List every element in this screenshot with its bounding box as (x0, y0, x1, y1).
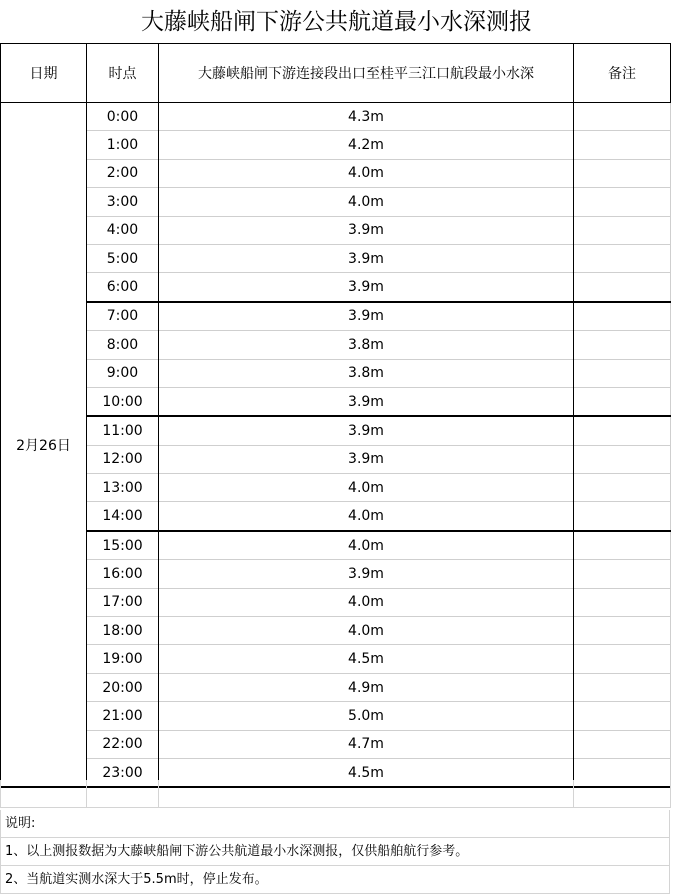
header-date: 日期 (1, 44, 87, 103)
time-cell: 14:00 (87, 502, 159, 531)
note-cell (574, 302, 671, 331)
table-row (1, 331, 671, 359)
depth-cell: 4.7m (159, 730, 574, 758)
blank-row-table (0, 780, 671, 808)
notes-line-2: 2、当航道实测水深大于5.5m时，停止发布。 (0, 866, 670, 894)
notes-heading: 说明: (0, 810, 670, 838)
note-cell (574, 645, 671, 673)
note-cell (574, 560, 671, 588)
note-cell (574, 131, 671, 159)
time-cell: 15:00 (87, 531, 159, 560)
time-cell: 23:00 (87, 758, 159, 787)
depth-cell: 4.9m (159, 673, 574, 701)
table-row (1, 131, 671, 159)
note-cell (574, 673, 671, 701)
time-cell: 0:00 (87, 103, 159, 131)
depth-cell: 3.9m (159, 216, 574, 244)
table-row (1, 445, 671, 473)
table-row (1, 159, 671, 187)
blank-row (1, 780, 671, 808)
time-cell: 12:00 (87, 445, 159, 473)
depth-cell: 4.3m (159, 103, 574, 131)
header-time: 时点 (87, 44, 159, 103)
time-cell: 21:00 (87, 702, 159, 730)
time-cell: 10:00 (87, 387, 159, 416)
time-cell: 7:00 (87, 302, 159, 331)
depth-cell: 4.0m (159, 159, 574, 187)
table-row (1, 103, 671, 131)
time-cell: 16:00 (87, 560, 159, 588)
table-row (1, 531, 671, 560)
table-row (1, 730, 671, 758)
time-cell: 9:00 (87, 359, 159, 387)
note-cell (574, 416, 671, 445)
table-row (1, 273, 671, 302)
time-cell: 8:00 (87, 331, 159, 359)
table-row (1, 617, 671, 645)
table-row (1, 474, 671, 502)
report-title: 大藤峡船闸下游公共航道最小水深测报 (141, 9, 532, 35)
note-cell (574, 331, 671, 359)
time-cell: 5:00 (87, 244, 159, 272)
depth-cell: 3.9m (159, 244, 574, 272)
depth-cell: 3.9m (159, 416, 574, 445)
time-cell: 4:00 (87, 216, 159, 244)
time-cell: 19:00 (87, 645, 159, 673)
table-header-row (1, 44, 671, 103)
note-cell (574, 387, 671, 416)
time-cell: 18:00 (87, 617, 159, 645)
depth-cell: 3.9m (159, 387, 574, 416)
depth-cell: 4.5m (159, 758, 574, 787)
depth-report-table (0, 43, 671, 788)
table-row (1, 502, 671, 531)
note-cell (574, 103, 671, 131)
notes-section (0, 810, 670, 894)
time-cell: 3:00 (87, 188, 159, 216)
note-cell (574, 216, 671, 244)
depth-cell: 3.9m (159, 560, 574, 588)
note-cell (574, 502, 671, 531)
blank-cell (159, 780, 574, 808)
time-cell: 20:00 (87, 673, 159, 701)
table-row (1, 244, 671, 272)
note-cell (574, 359, 671, 387)
blank-cell (87, 780, 159, 808)
table-row (1, 645, 671, 673)
time-cell: 1:00 (87, 131, 159, 159)
depth-cell: 5.0m (159, 702, 574, 730)
blank-cell (1, 780, 87, 808)
note-cell (574, 617, 671, 645)
note-cell (574, 531, 671, 560)
table-row (1, 560, 671, 588)
note-cell (574, 730, 671, 758)
time-cell: 22:00 (87, 730, 159, 758)
table-row (1, 359, 671, 387)
table-row (1, 673, 671, 701)
time-cell: 13:00 (87, 474, 159, 502)
time-cell: 6:00 (87, 273, 159, 302)
note-cell (574, 244, 671, 272)
depth-cell: 3.9m (159, 273, 574, 302)
depth-cell: 4.0m (159, 188, 574, 216)
table-row (1, 588, 671, 616)
time-cell: 11:00 (87, 416, 159, 445)
note-cell (574, 445, 671, 473)
depth-cell: 4.0m (159, 617, 574, 645)
depth-cell: 4.5m (159, 645, 574, 673)
table-row (1, 387, 671, 416)
header-depth: 大藤峡船闸下游连接段出口至桂平三江口航段最小水深 (159, 44, 574, 103)
depth-cell: 3.8m (159, 331, 574, 359)
header-note: 备注 (574, 44, 671, 103)
date-cell: 2月26日 (1, 103, 87, 788)
table-row (1, 216, 671, 244)
note-cell (574, 588, 671, 616)
time-cell: 2:00 (87, 159, 159, 187)
depth-cell: 3.8m (159, 359, 574, 387)
depth-cell: 3.9m (159, 445, 574, 473)
table-row (1, 302, 671, 331)
note-cell (574, 474, 671, 502)
note-cell (574, 702, 671, 730)
table-row (1, 416, 671, 445)
depth-cell: 4.0m (159, 531, 574, 560)
table-row (1, 702, 671, 730)
note-cell (574, 188, 671, 216)
depth-cell: 4.0m (159, 502, 574, 531)
depth-cell: 4.0m (159, 588, 574, 616)
table-row (1, 188, 671, 216)
depth-cell: 4.0m (159, 474, 574, 502)
notes-line-1: 1、以上测报数据为大藤峡船闸下游公共航道最小水深测报，仅供船舶航行参考。 (0, 838, 670, 866)
note-cell (574, 159, 671, 187)
note-cell (574, 273, 671, 302)
blank-cell (574, 780, 671, 808)
depth-cell: 3.9m (159, 302, 574, 331)
depth-cell: 4.2m (159, 131, 574, 159)
time-cell: 17:00 (87, 588, 159, 616)
